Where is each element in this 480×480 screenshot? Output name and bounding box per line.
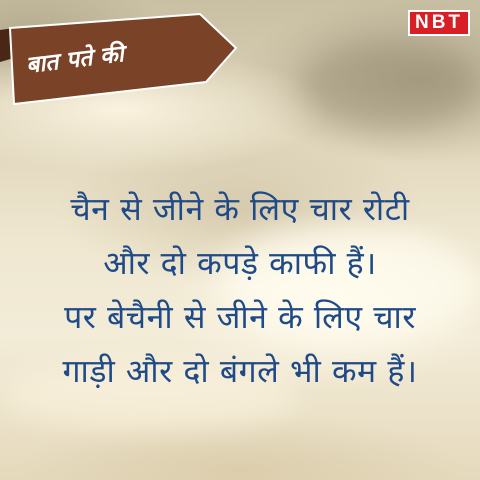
quote-line: चैन से जीने के लिए चार रोटी [70,190,410,228]
nbt-logo: NBT [408,10,470,36]
ribbon-label: बात पते की [24,40,126,79]
quote-text [0,182,480,398]
quote-line: और दो कपड़े काफी हैं। [103,244,377,282]
quote-line: पर बेचैनी से जीने के लिए चार [64,298,416,336]
cloud-shape [300,40,480,130]
quote-line: गाड़ी और दो बंगले भी कम हैं। [62,352,418,390]
